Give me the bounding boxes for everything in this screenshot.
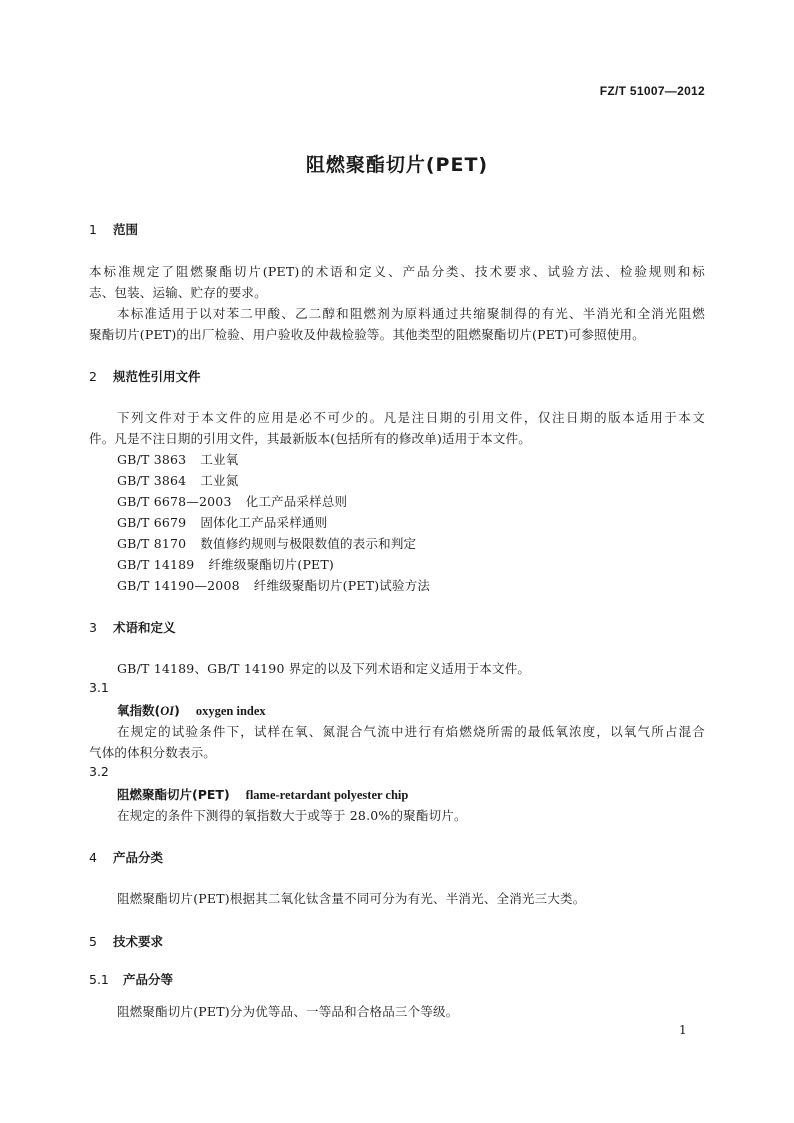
document-title: 阻燃聚酯切片(PET)	[305, 154, 489, 176]
subsection-5-1-paragraph: 阻燃聚酯切片(PET)分为优等品、一等品和合格品三个等级。	[117, 1004, 459, 1019]
subsection-number: 5.1	[89, 972, 109, 987]
section-5-heading	[89, 932, 163, 950]
reference-item: GB/T 14190—2008 纤维级聚酯切片(PET)试验方法	[117, 578, 431, 593]
section-title: 术语和定义	[113, 620, 176, 635]
term-3-2-number: 3.2	[89, 764, 109, 779]
section-number: 4	[89, 850, 97, 865]
subsection-5-1-heading	[89, 970, 173, 988]
reference-item: GB/T 6679 固体化工产品采样通则	[117, 515, 328, 530]
section-4-paragraph: 阻燃聚酯切片(PET)根据其二氧化钛含量不同可分为有光、半消光、全消光三大类。	[117, 891, 586, 906]
subsection-title: 产品分等	[123, 972, 174, 987]
section-title: 技术要求	[113, 934, 164, 949]
term-3-2-definition: 在规定的条件下测得的氧指数大于或等于 28.0%的聚酯切片。	[117, 808, 467, 823]
section-2-paragraph-line-2: 件。凡是不注日期的引用文件，其最新版本(包括所有的修改单)适用于本文件。	[89, 431, 531, 446]
section-4-heading	[89, 848, 163, 866]
section-1-paragraph-1-line-2: 志、包装、运输、贮存的要求。	[89, 285, 267, 300]
section-3-paragraph: GB/T 14189、GB/T 14190 界定的以及下列术语和定义适用于本文件。	[117, 661, 531, 676]
section-number: 5	[89, 934, 97, 949]
section-number: 3	[89, 620, 97, 635]
section-1-paragraph-2-line-1: 本标准适用于以对苯二甲酸、乙二醇和阻燃剂为原料通过共缩聚制得的有光、半消光和全消光阻燃	[117, 306, 705, 321]
section-1-paragraph-1-line-1: 本标准规定了阻燃聚酯切片(PET)的术语和定义、产品分类、技术要求、试验方法、检验规则和标	[89, 264, 705, 279]
reference-item: GB/T 3864 工业氮	[117, 473, 239, 488]
section-1-paragraph-2-line-2: 聚酯切片(PET)的出厂检验、用户验收及仲裁检验等。其他类型的阻燃聚酯切片(PET)可参照使用。	[89, 327, 645, 342]
reference-item: GB/T 6678—2003 化工产品采样总则	[117, 494, 348, 509]
section-number: 2	[89, 369, 97, 384]
section-title: 规范性引用文件	[113, 369, 201, 384]
section-3-heading	[89, 618, 176, 636]
section-1-heading	[89, 220, 138, 238]
term-3-2-heading: 阻燃聚酯切片(PET) flame-retardant polyester chip	[117, 787, 409, 802]
section-number: 1	[89, 222, 97, 237]
reference-item: GB/T 14189 纤维级聚酯切片(PET)	[117, 557, 334, 572]
term-3-1-definition-line-2: 气体的体积分数表示。	[89, 745, 217, 760]
section-2-paragraph-line-1: 下列文件对于本文件的应用是必不可少的。凡是注日期的引用文件，仅注日期的版本适用于本文	[117, 410, 705, 425]
page-number: 1	[679, 1023, 687, 1037]
term-3-1-number: 3.1	[89, 680, 109, 695]
standard-code: FZ/T 51007—2012	[599, 84, 705, 98]
term-3-1-definition-line-1: 在规定的试验条件下，试样在氧、氮混合气流中进行有焰燃烧所需的最低氧浓度，以氧气所占混合	[117, 724, 705, 739]
reference-item: GB/T 8170 数值修约规则与极限数值的表示和判定	[117, 536, 417, 551]
reference-item: GB/T 3863 工业氧	[117, 452, 239, 467]
term-3-1-heading: 氧指数(OI) oxygen index	[117, 703, 266, 718]
section-title: 产品分类	[113, 850, 164, 865]
section-2-heading	[89, 367, 201, 385]
section-title: 范围	[113, 222, 139, 237]
